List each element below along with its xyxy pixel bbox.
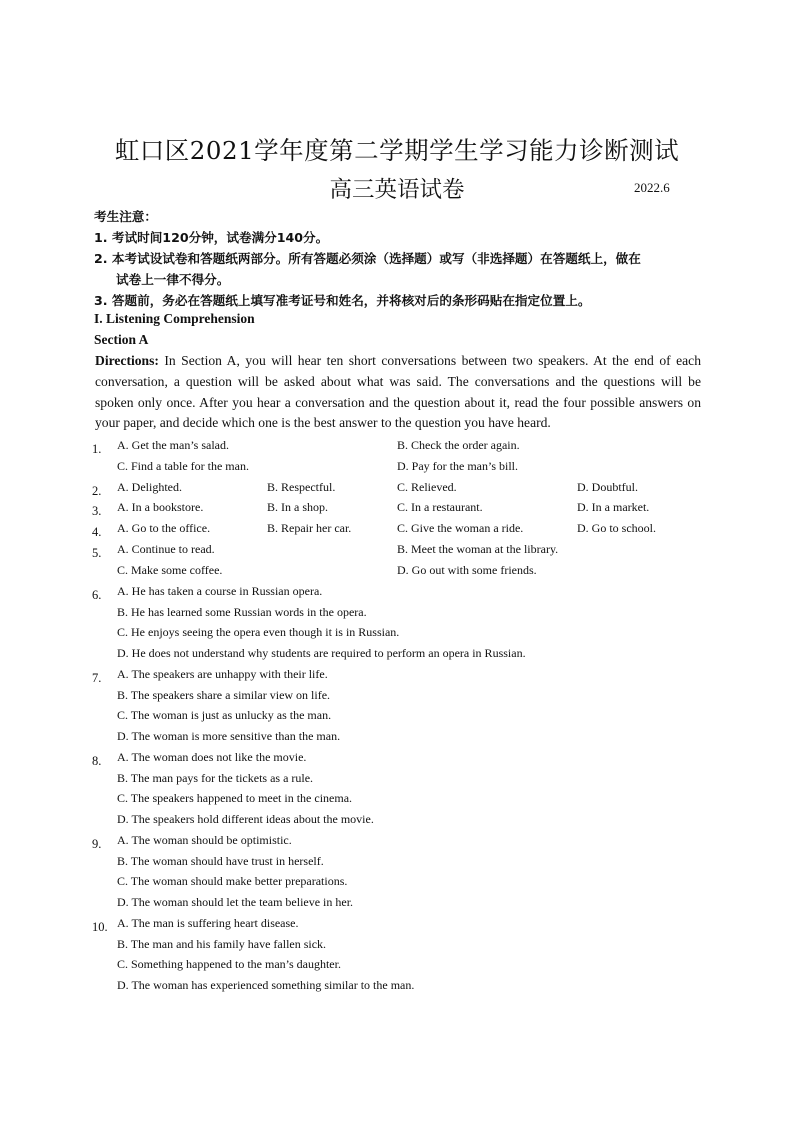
exam-subtitle: 高三英语试卷 <box>329 177 465 203</box>
question-number: 7. <box>92 671 102 685</box>
option-c: C. The woman should make better preparations. <box>117 874 348 889</box>
option-c: C. He enjoys seeing the opera even though it is in Russian. <box>117 625 400 640</box>
exam-date: 2022.6 <box>634 180 670 195</box>
option-c: C. Find a table for the man. <box>117 459 249 473</box>
option-a: A. In a bookstore. <box>117 500 204 514</box>
notice-item: 3. 答题前，务必在答题纸上填写准考证号和姓名，并将核对后的条形码贴在指定位置上。 <box>94 293 591 308</box>
option-a: A. Get the man’s salad. <box>117 438 229 452</box>
option-a: A. Go to the office. <box>117 521 211 535</box>
option-a: A. The speakers are unhappy with their life. <box>117 667 328 681</box>
option-a: A. The woman does not like the movie. <box>117 750 307 764</box>
option-d: D. Go to school. <box>577 521 656 535</box>
directions-text: In Section A, you will hear ten short conversations between two speakers. At the end of each conversation, a question will be asked about what was said. The conversations and the questions will be spoken only once. After you hear a conversation and the question about it, read the four possible answers on your paper, and decide which one is the best answer to the question you have heard. <box>95 353 701 431</box>
option-c: C. Give the woman a ride. <box>397 521 524 535</box>
directions-paragraph <box>95 351 701 434</box>
option-c: C. Make some coffee. <box>117 563 223 577</box>
option-d: D. Pay for the man’s bill. <box>397 459 518 473</box>
candidate-notice <box>94 206 714 311</box>
part-heading: I. Listening Comprehension <box>94 311 255 326</box>
question-number: 2. <box>92 484 102 498</box>
option-b: B. The speakers share a similar view on life. <box>117 687 331 702</box>
option-d: D. Go out with some friends. <box>397 563 537 577</box>
option-d: D. The woman is more sensitive than the man. <box>117 729 341 744</box>
option-d: D. In a market. <box>577 500 650 514</box>
question-number: 4. <box>92 525 102 539</box>
option-b: B. The woman should have trust in herself. <box>117 853 324 868</box>
question-number: 8. <box>92 754 102 768</box>
option-c: C. Relieved. <box>397 480 457 494</box>
option-a: A. The man is suffering heart disease. <box>117 916 299 930</box>
notice-heading: 考生注意： <box>94 209 157 224</box>
exam-title: 虹口区2021学年度第二学期学生学习能力诊断测试 <box>114 136 680 165</box>
option-b: B. Repair her car. <box>267 521 352 535</box>
option-b: B. Check the order again. <box>397 438 520 452</box>
option-a: A. The woman should be optimistic. <box>117 833 292 847</box>
option-b: B. The man pays for the tickets as a rule. <box>117 770 314 785</box>
option-b: B. The man and his family have fallen sick. <box>117 936 327 951</box>
option-c: C. The woman is just as unlucky as the man. <box>117 708 332 723</box>
option-c: C. Something happened to the man’s daughter. <box>117 957 341 972</box>
option-c: C. The speakers happened to meet in the cinema. <box>117 791 353 806</box>
question-number: 9. <box>92 837 102 851</box>
question-number: 1. <box>92 442 102 456</box>
option-b: B. In a shop. <box>267 500 328 514</box>
option-d: D. He does not understand why students are required to perform an opera in Russian. <box>117 646 526 661</box>
option-d: D. Doubtful. <box>577 480 638 494</box>
option-d: D. The woman should let the team believe in her. <box>117 895 354 910</box>
option-d: D. The speakers hold different ideas about the movie. <box>117 812 374 827</box>
question-number: 10. <box>92 920 108 934</box>
question-number: 6. <box>92 588 102 602</box>
option-a: A. He has taken a course in Russian opera. <box>117 584 323 598</box>
option-d: D. The woman has experienced something similar to the man. <box>117 978 415 993</box>
question-number: 5. <box>92 546 102 560</box>
option-c: C. In a restaurant. <box>397 500 483 514</box>
directions-label: Directions: <box>95 353 159 368</box>
notice-item: 1. 考试时间120分钟，试卷满分140分。 <box>94 230 329 245</box>
option-b: B. Meet the woman at the library. <box>397 542 559 556</box>
notice-item-continued: 试卷上一律不得分。 <box>116 272 230 287</box>
question-number: 3. <box>92 504 102 518</box>
section-heading: Section A <box>94 332 149 347</box>
option-a: A. Continue to read. <box>117 542 215 556</box>
option-b: B. Respectful. <box>267 480 336 494</box>
option-b: B. He has learned some Russian words in the opera. <box>117 604 367 619</box>
notice-item: 2. 本考试设试卷和答题纸两部分。所有答题必须涂（选择题）或写（非选择题）在答题纸上，做在 <box>94 251 641 266</box>
option-a: A. Delighted. <box>117 480 182 494</box>
